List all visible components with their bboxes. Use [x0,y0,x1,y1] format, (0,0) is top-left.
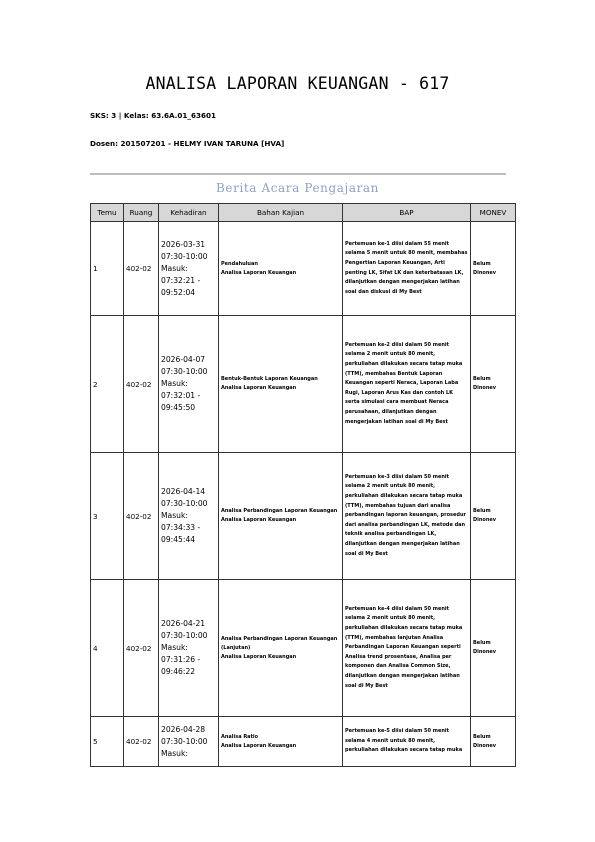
table-header-row [91,204,516,222]
kehadiran-time: 07:30-10:00 [161,251,208,261]
kehadiran-date: 2026-04-07 [161,355,206,364]
kehadiran-status: Masuk: [161,643,188,652]
ruang-cell: 402-02 [124,316,159,453]
ruang-cell: 402-02 [124,222,159,316]
kehadiran-date: 2026-04-21 [161,619,206,628]
kehadiran-out: 09:45:50 [161,403,196,412]
bahan-kajian-cell [219,222,343,316]
bahan-topic: Pendahuluan [221,260,258,267]
bahan-kajian-cell [219,717,343,767]
kehadiran-cell [159,453,219,580]
kehadiran-time: 07:30-10:00 [161,499,208,508]
ruang-cell: 402-02 [124,717,159,767]
monev-cell: Belum Dinonev [471,222,516,316]
kehadiran-date: 2026-03-31 [161,239,206,249]
kehadiran-out: 09:46:22 [161,667,196,676]
header-bap: BAP [343,204,471,222]
bahan-course: Analisa Laporan Keuangan [221,653,297,660]
bahan-course: Analisa Laporan Keuangan [221,742,297,749]
header-kehadiran: Kehadiran [159,204,219,222]
monev-cell: Belum Dinonev [471,316,516,453]
kehadiran-time: 07:30-10:00 [161,367,208,376]
monev-cell: Belum Dinonev [471,453,516,580]
kehadiran-date: 2026-04-14 [161,487,206,496]
kehadiran-in: 07:32:01 - [161,391,201,400]
temu-cell: 3 [91,453,124,580]
kehadiran-status: Masuk: [161,748,188,758]
kehadiran-in: 07:32:21 - [161,275,201,285]
table-row [91,222,516,316]
table-row [91,717,516,767]
kehadiran-out: 09:45:44 [161,535,196,544]
header-bahan-kajian: Bahan Kajian [219,204,343,222]
kehadiran-status: Masuk: [161,379,188,388]
bahan-topic: Analisa Ratio [221,733,259,740]
kehadiran-time: 07:30-10:00 [161,631,208,640]
bap-cell: Pertemuan ke-1 diisi dalam 55 menit selama 5 menit untuk 80 menit, membahas Pengertian Laporan Keuangan, Arti penting LK, Sifat LK dan keterbatasan LK, dilanjutkan dengan mengerjakan latihan soal dan diskusi di My Best [343,222,471,316]
monev-cell: Belum Dinonev [471,717,516,767]
section-title: Berita Acara Pengajaran [215,181,380,195]
bahan-kajian-cell [219,316,343,453]
kehadiran-cell [159,316,219,453]
kehadiran-cell [159,717,219,767]
temu-cell: 2 [91,316,124,453]
temu-cell: 5 [91,717,124,767]
table-row [91,453,516,580]
bahan-kajian-cell [219,453,343,580]
bap-cell: Pertemuan ke-2 diisi dalam 50 menit selama 2 menit untuk 80 menit, perkuliahan dilakukan secara tatap muka (TTM), membahas Bentuk Laporan Keuangan seperti Neraca, Laporan Laba Rugi, Laporan Arus Kas dan contoh LK serta simulasi cara membuat Neraca perusahaan, dilanjutkan dengan mengerjakan latihan soal di My Best [343,316,471,453]
kehadiran-cell [159,580,219,717]
bap-cell: Pertemuan ke-5 diisi dalam 50 menit selama 4 menit untuk 80 menit, perkuliahan dilakukan secara tatap muka [343,717,471,767]
kehadiran-in: 07:34:33 - [161,523,201,532]
temu-cell: 4 [91,580,124,717]
bahan-topic: Analisa Perbandingan Laporan Keuangan (Lanjutan) [221,635,338,651]
bahan-course: Analisa Laporan Keuangan [221,385,297,391]
bahan-course: Analisa Laporan Keuangan [221,517,297,523]
table-row [91,580,516,717]
ruang-cell: 402-02 [124,453,159,580]
bap-table [90,203,516,767]
ruang-cell: 402-02 [124,580,159,717]
bahan-topic: Analisa Perbandingan Laporan Keuangan [221,508,338,514]
header-temu: Temu [91,204,124,222]
header-monev: MONEV [471,204,516,222]
section-divider [90,173,506,175]
bahan-kajian-cell [219,580,343,717]
kehadiran-status: Masuk: [161,263,188,273]
kehadiran-status: Masuk: [161,511,188,520]
bap-cell: Pertemuan ke-3 diisi dalam 50 menit selama 2 menit untuk 80 menit, perkuliahan dilakukan secara tatap muka (TTM), membahas tujuan dari analisa perbandingan laporan keuangan, prosedur dari analisa perbandingan LK, metode dan teknik analisa perbandingan LK, dilanjutkan dengan mengerjakan latihan soal di My Best [343,453,471,580]
kehadiran-out: 09:52:04 [161,287,196,297]
header-ruang: Ruang [124,204,159,222]
bahan-course: Analisa Laporan Keuangan [221,269,297,276]
bap-cell: Pertemuan ke-4 diisi dalam 50 menit selama 2 menit untuk 80 menit, perkuliahan dilakukan secara tatap muka (TTM), membahas lanjutan Analisa Perbandingan Laporan Keuangan seperti Analisa trend prosentase, Analisa per komponen dan Analisa Common Size, dilanjutkan dengan mengerjakan latihan soal di My Best [343,580,471,717]
lecturer-info: Dosen: 201507201 - HELMY IVAN TARUNA [HVA] [90,139,285,148]
page-title: ANALISA LAPORAN KEUANGAN - 617 [145,74,450,93]
temu-cell: 1 [91,222,124,316]
kehadiran-in: 07:31:26 - [161,655,201,664]
monev-cell: Belum Dinonev [471,580,516,717]
kehadiran-date: 2026-04-28 [161,724,206,734]
bahan-topic: Bentuk-Bentuk Laporan Keuangan [221,376,318,382]
course-info: SKS: 3 | Kelas: 63.6A.01_63601 [90,111,216,120]
kehadiran-time: 07:30-10:00 [161,736,208,746]
kehadiran-cell [159,222,219,316]
table-row [91,316,516,453]
